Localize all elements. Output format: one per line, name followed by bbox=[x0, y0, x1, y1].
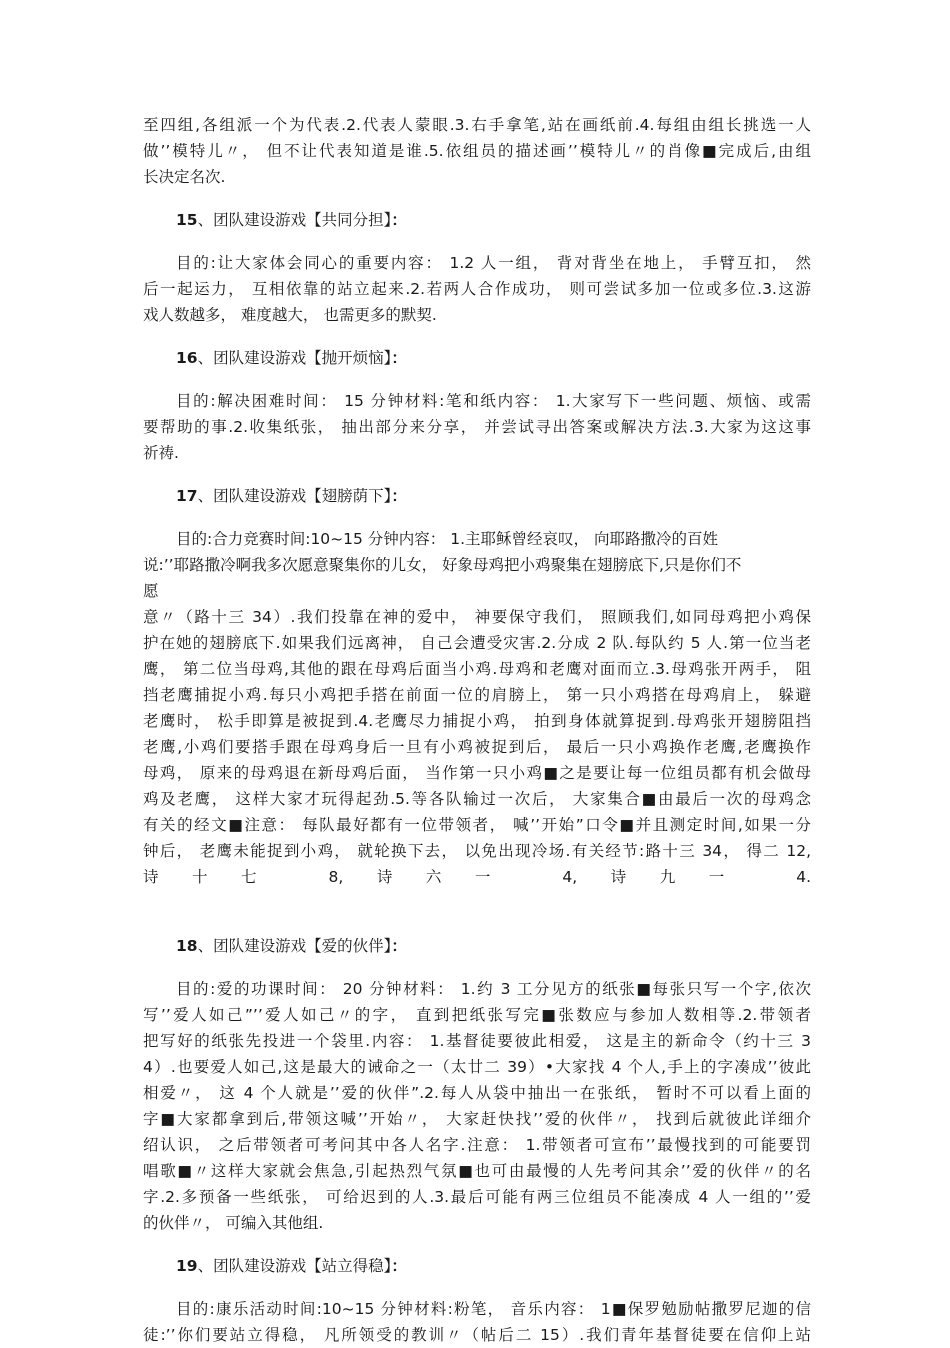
text-line: 目的:解决困难时间： 15 分钟材料:笔和纸内容： 1.大家写下一些问题、烦恼、或需 bbox=[176, 392, 811, 410]
text-line: 字.2.多预备一些纸张， 可给迟到的人.3.最后可能有两三位组员不能凑成 4 人一组的’’爱 bbox=[143, 1188, 811, 1206]
text-line: 诗十七 8,诗六一 4,诗九一 4. bbox=[143, 868, 811, 886]
text-line: 把写好的纸张先投进一个袋里.内容： 1.基督徒要彼此相爱， 这是主的新命令（约十三 3 bbox=[143, 1032, 811, 1050]
text-line: 做’’模特儿〃， 但不让代表知道是谁.5.依组员的描述画’’模特儿〃的肖像■完成后,由组 bbox=[143, 142, 811, 160]
section-heading-15: 15、团队建设游戏【共同分担】： bbox=[176, 211, 407, 229]
document-body bbox=[143, 112, 811, 1348]
section-heading-17: 17、团队建设游戏【翅膀荫下】： bbox=[176, 487, 407, 505]
text-line: 字■大家都拿到后,带领这喊’’开始〃， 大家赶快找’’爱的伙伴〃， 找到后就彼此详细介 bbox=[143, 1110, 811, 1128]
text-line: 目的:合力竞赛时间:10~15 分钟内容： 1.主耶稣曾经哀叹， 向耶路撒冷的百姓 bbox=[176, 530, 718, 548]
text-line: 愿 bbox=[143, 582, 159, 600]
text-line: 长决定名次. bbox=[143, 168, 226, 186]
text-line: 目的:康乐活动时间:10~15 分钟材料:粉笔， 音乐内容： 1■保罗勉励帖撒罗尼迦的信 bbox=[176, 1300, 811, 1318]
text-line: 有关的经文■注意： 每队最好都有一位带领者， 喊’’开始”口令■并且测定时间,如果一分 bbox=[143, 816, 811, 834]
text-line: 至四组,各组派一个为代表.2.代表人蒙眼.3.右手拿笔,站在画纸前.4.每组由组长挑选一人 bbox=[143, 116, 811, 134]
text-line: 鹰， 第二位当母鸡,其他的跟在母鸡后面当小鸡.母鸡和老鹰对面而立.3.母鸡张开两手， 阻 bbox=[143, 660, 811, 678]
section-heading-19: 19、团队建设游戏【站立得稳】： bbox=[176, 1257, 407, 1275]
text-line: 目的:爱的功课时间： 20 分钟材料： 1.约 3 工分见方的纸张■每张只写一个字,依次 bbox=[176, 980, 811, 998]
section-heading-16: 16、团队建设游戏【抛开烦恼】： bbox=[176, 349, 407, 367]
text-line: 写’’爱人如己”’’爱人如己〃的字， 直到把纸张写完■张数应与参加人数相等.2.带领者 bbox=[143, 1006, 811, 1024]
text-line: 意〃（路十三 34）.我们投靠在神的爱中， 神要保守我们， 照顾我们,如同母鸡把小鸡保 bbox=[143, 608, 811, 626]
text-line: 4）.也要爱人如己,这是最大的诫命之一（太廿二 39）•大家找 4 个人,手上的字凑成’’彼此 bbox=[143, 1058, 811, 1076]
text-line: 后一起运力， 互相依靠的站立起来.2.若两人合作成功， 则可尝试多加一位或多位.3.这游 bbox=[143, 280, 811, 298]
text-line: 目的:让大家体会同心的重要内容： 1.2 人一组， 背对背坐在地上， 手臂互扣， 然 bbox=[176, 254, 811, 272]
text-line: 戏人数越多， 难度越大， 也需更多的默契. bbox=[143, 306, 437, 324]
text-line: 挡老鹰捕捉小鸡.每只小鸡把手搭在前面一位的肩膀上， 第一只小鸡搭在母鸡肩上， 躲避 bbox=[143, 686, 811, 704]
text-line: 母鸡， 原来的母鸡退在新母鸡后面， 当作第一只小鸡■之是要让每一位组员都有机会做母 bbox=[143, 764, 811, 782]
text-line: 唱歌■〃这样大家就会焦急,引起热烈气氛■也可由最慢的人先考问其余’’爱的伙伴〃的名 bbox=[143, 1162, 811, 1180]
text-line: 钟后， 老鹰未能捉到小鸡， 就轮换下去， 以免出现冷场.有关经节:路十三 34， 得二 12, bbox=[143, 842, 811, 860]
text-line bbox=[143, 890, 811, 916]
text-line: 绍认识， 之后带领者可考问其中各人名字.注意： 1.带领者可宣布’’最慢找到的可能要罚 bbox=[143, 1136, 811, 1154]
text-line: 祈祷. bbox=[143, 444, 179, 462]
text-line: 说:’’耶路撒冷啊我多次愿意聚集你的儿女， 好象母鸡把小鸡聚集在翅膀底下,只是你们不 bbox=[143, 556, 742, 574]
text-line: 老鹰,小鸡们要搭手跟在母鸡身后一旦有小鸡被捉到后， 最后一只小鸡换作老鹰,老鹰换作 bbox=[143, 738, 811, 756]
text-line: 鸡及老鹰， 这样大家才玩得起劲.5.等各队输过一次后， 大家集合■由最后一次的母鸡念 bbox=[143, 790, 811, 808]
text-line: 徒:’’你们要站立得稳， 凡所领受的教训〃（帖后二 15）.我们青年基督徒要在信仰上站 bbox=[143, 1326, 811, 1344]
text-line: 的伙伴〃， 可编入其他组. bbox=[143, 1214, 324, 1232]
section-heading-18: 18、团队建设游戏【爱的伙伴】： bbox=[176, 937, 407, 955]
text-line: 要帮助的事.2.收集纸张， 抽出部分来分享， 并尝试寻出答案或解决方法.3.大家为这这事 bbox=[143, 418, 811, 436]
text-line: 相爱〃， 这 4 个人就是’’爱的伙伴”.2.每人从袋中抽出一在张纸， 暂时不可以看上面的 bbox=[143, 1084, 811, 1102]
text-line: 护在她的翅膀底下.如果我们远离神， 自己会遭受灾害.2.分成 2 队.每队约 5 人.第一位当老 bbox=[143, 634, 811, 652]
text-line: 老鹰时， 松手即算是被捉到.4.老鹰尽力捕捉小鸡， 拍到身体就算捉到.母鸡张开翅膀阻挡 bbox=[143, 712, 811, 730]
